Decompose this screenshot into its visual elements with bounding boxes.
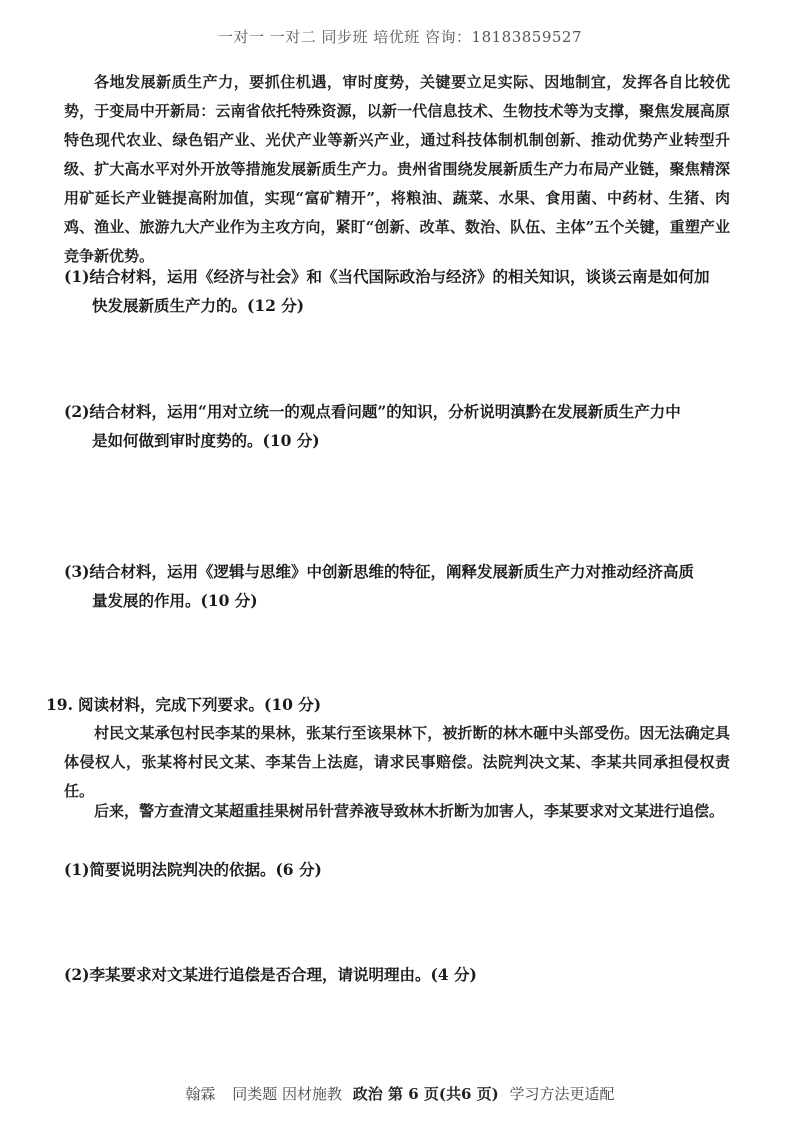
q18-sub2-line1: (2)结合材料，运用“用对立统一的观点看问题”的知识，分析说明滇黔在发展新质生产力中 xyxy=(64,402,681,421)
footer-left: 翰霖 xyxy=(185,1085,216,1103)
q18-sub3-line2: 量发展的作用。(10 分) xyxy=(92,591,258,610)
q19-title: 阅读材料，完成下列要求。(10 分) xyxy=(78,695,322,714)
q18-sub1 xyxy=(64,262,734,320)
q19-sub1: (1)简要说明法院判决的依据。(6 分) xyxy=(64,860,322,879)
q19-material-para2: 后来，警方查清文某超重挂果树吊针营养液导致林木折断为加害人，李某要求对文某进行追偿。 xyxy=(94,802,725,820)
q19-sub2: (2)李某要求对文某进行追偿是否合理，请说明理由。(4 分) xyxy=(64,965,477,984)
q18-sub1-line1: (1)结合材料，运用《经济与社会》和《当代国际政治与经济》的相关知识，谈谈云南是如何加 xyxy=(64,267,710,286)
footer-watermark: 同类题 因材施教 xyxy=(232,1085,343,1103)
page-header-ad: 一对一 一对二 同步班 培优班 咨询：18183859527 xyxy=(217,28,583,46)
footer-right: 学习方法更适配 xyxy=(509,1085,615,1103)
page-number: 政治 第 6 页(共6 页) xyxy=(352,1085,499,1103)
q18-sub1-line2: 快发展新质生产力的。(12 分) xyxy=(92,296,305,315)
q18-sub2 xyxy=(64,397,734,455)
q19-number: 19. xyxy=(46,695,73,714)
q18-material: 各地发展新质生产力，要抓住机遇，审时度势，关键要立足实际、因地制宜，发挥各自比较优势，于变局中开新局：云南省依托特殊资源，以新一代信息技术、生物技术等为支撑，聚焦发展高原特色现代农业、绿色铝产业、光伏产业等新兴产业，通过科技体制机制创新、推动优势产业转型升级、扩大高水平对外开放等措施发展新质生产力。贵州省围绕发展新质生产力布局产业链，聚焦精深用矿延长产业链提高附加值，实现“富矿精开”，将粮油、蔬菜、水果、食用菌、中药材、生猪、肉鸡、渔业、旅游九大产业作为主攻方向，紧盯“创新、改革、数治、队伍、主体”五个关键，重塑产业竞争新优势。 xyxy=(64,73,730,265)
q18-sub3 xyxy=(64,557,734,615)
q18-sub2-line2: 是如何做到审时度势的。(10 分) xyxy=(92,431,320,450)
q18-sub3-line1: (3)结合材料，运用《逻辑与思维》中创新思维的特征，阐释发展新质生产力对推动经济高质 xyxy=(64,562,694,581)
page-footer xyxy=(0,1083,800,1104)
q19-material-para1: 村民文某承包村民李某的果林，张某行至该果林下，被折断的林木砸中头部受伤。因无法确定具体侵权人，张某将村民文某、李某告上法庭，请求民事赔偿。法院判决文某、李某共同承担侵权责任。 xyxy=(64,724,730,800)
